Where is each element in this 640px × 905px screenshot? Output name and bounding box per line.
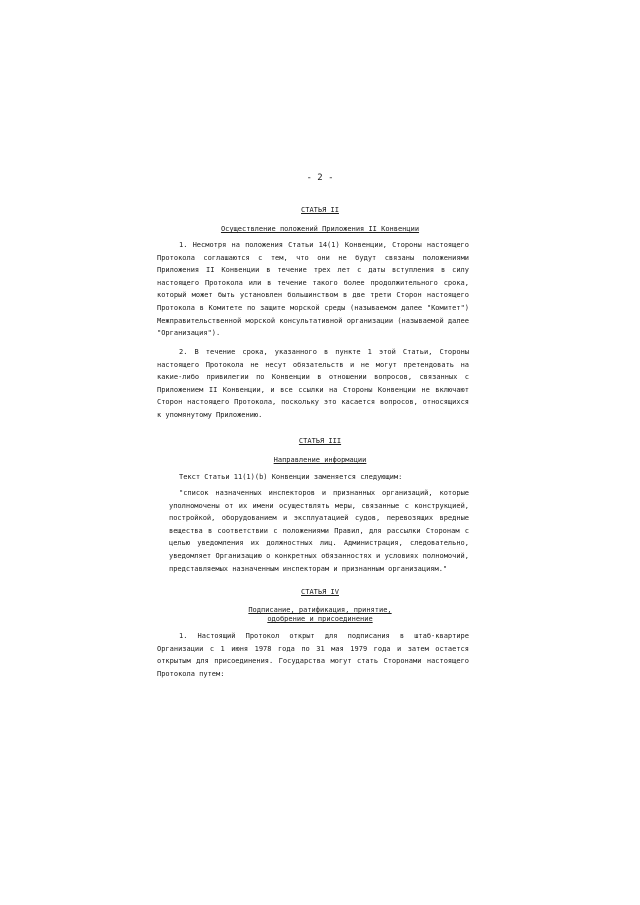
article-3-subheading: Направление информации [273,456,367,464]
page-number: - 2 - [306,173,334,183]
article-2-subheading: Осуществление положений Приложения II Конвенции [220,225,420,233]
article-2-paragraph-2: 2. В течение срока, указанного в пункте 1 этой Статьи, Стороны настоящего Протокола не несут обязательств и не могут претендовать на какие-либо привилегии по Конвенции в отношении вопросов, связанных с Приложением II Конвенции, и все ссылки на Стороны Конвенции не включают Сторон настоящего Протокола, поскольку это касается вопросов, относящихся к упомянутому Приложению. [157,348,469,419]
article-2-heading: СТАТЬЯ II [301,206,339,214]
article-4-heading: СТАТЬЯ IV [301,588,339,596]
article-2-paragraph-1: 1. Несмотря на положения Статьи 14(1) Конвенции, Стороны настоящего Протокола соглашаются с тем, что они не будут связаны положениями Приложения II Конвенции в течение трех лет с даты вступления в силу настоящего Протокола или в течение такого более продолжительного срока, который может быть установлен большинством в две трети Сторон настоящего Протокола в Комитете по защите морской среды (называемом далее "Комитет") Межправительственной морской консультативной организации (называемой далее "Организация"). [157,241,469,338]
article-3-intro: Текст Статьи 11(1)(b) Конвенции заменяется следующим: [179,473,403,481]
article-4-subheading-line-2: одобрение и присоединение [267,615,373,623]
article-4-subheading-line-1: Подписание, ратификация, принятие, [248,606,392,614]
article-4-paragraph-1: 1. Настоящий Протокол открыт для подписания в штаб-квартире Организации с 1 июня 1978 года по 31 мая 1979 года и затем остается открытым для присоединения. Государства могут стать Сторонами настоящего Протокола путем: [157,632,469,678]
article-3-quote: "список назначенных инспекторов и признанных организаций, которые уполномочены от их имени осуществлять меры, связанные с конструкцией, постройкой, оборудованием и эксплуатацией судов, перевозящих вредные вещества в соответствии с положениями Правил, для рассылки Сторонам с целью уведомления их должностных лиц. Администрация, следовательно, уведомляет Организацию о конкретных обязанностях и условиях полномочий, представляемых назначенным инспекторам и признанным организациям." [169,489,469,573]
article-3-heading: СТАТЬЯ III [298,437,342,445]
